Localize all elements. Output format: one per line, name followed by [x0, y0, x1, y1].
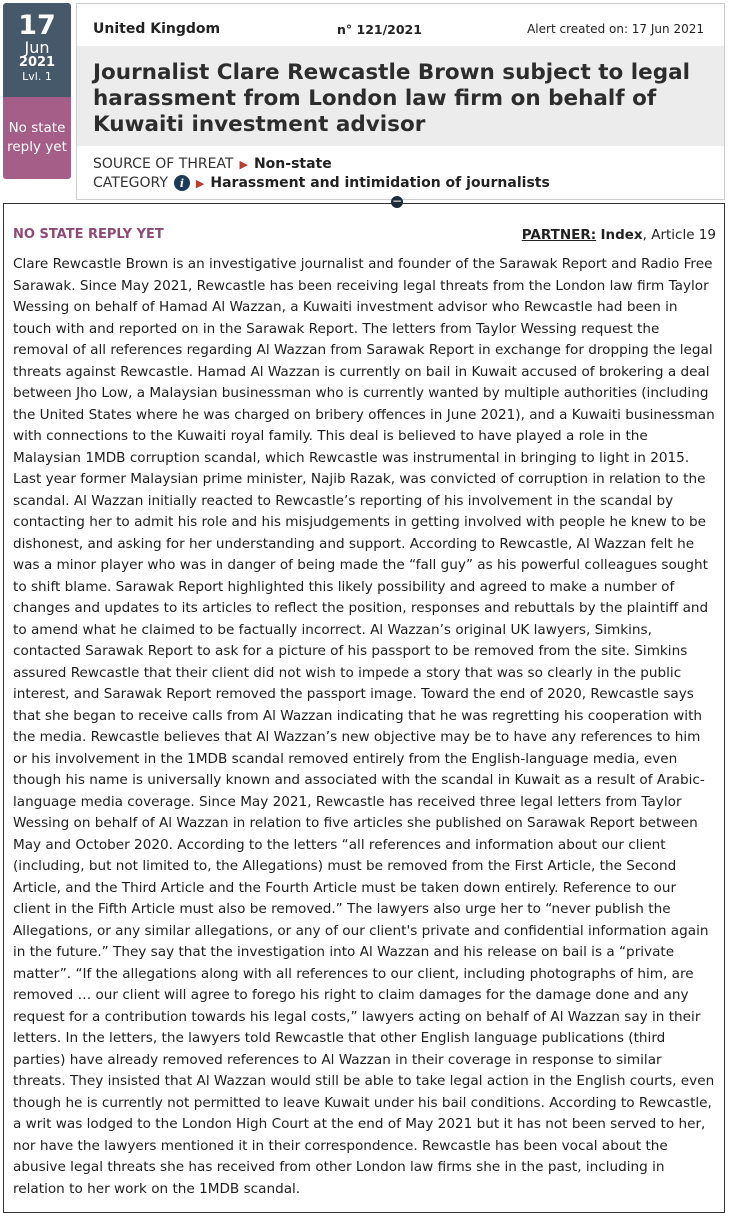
- caret-right-icon: ▶: [195, 176, 205, 190]
- title-band: [77, 46, 724, 146]
- source-label: SOURCE OF THREAT: [93, 156, 234, 172]
- partner-label: PARTNER:: [521, 227, 597, 243]
- alert-country: United Kingdom: [93, 21, 221, 37]
- state-reply-badge: [3, 97, 71, 179]
- alert-date-badge: [3, 3, 71, 97]
- caret-right-icon: ▶: [239, 157, 248, 171]
- alert-date-month: Jun: [24, 38, 50, 57]
- category-label: CATEGORY: [93, 175, 168, 191]
- state-reply-text: No state reply yet: [7, 120, 67, 155]
- alert-date-day: 17: [18, 10, 56, 41]
- alert-title[interactable]: Journalist Clare Rewcastle Brown subject to legal harassment from London law firm on behalf of Kuwaiti investment advisor: [93, 60, 691, 137]
- alert-created-date: Alert created on: 17 Jun 2021: [527, 22, 704, 36]
- partner-info: [522, 227, 716, 243]
- alert-description: Clare Rewcastle Brown is an investigative journalist and founder of the Sarawak Report and Radio Free Sarawak. Since May 2021, Rewcastle has been receiving legal threats from the London law firm Taylor Wessing on behalf of Hamad Al Wazzan, a Kuwaiti investment advisor who Rewcastle had been in touch with and reported on in the Sarawak Report. The letters from Taylor Wessing request the removal of all references regarding Al Wazzan from Sarawak Report in exchange for dropping the legal threats against Rewcastle. Hamad Al Wazzan is currently on bail in Kuwait accused of brokering a deal between Jho Low, a Malaysian businessman who is currently wanted by multiple authorities (including the United States where he was charged on bribery offences in June 2021), and a Kuwaiti businessman with connections to the Kuwaiti royal family. This deal is believed to have played a role in the Malaysian 1MDB corruption scandal, which Rewcastle was instrumental in bringing to light in 2015. Last year former Malaysian prime minister, Najib Razak, was convicted of corruption in relation to the scandal. Al Wazzan initially reacted to Rewcastle’s reporting of his involvement in the scandal by contacting her to admit his role and his misjudgements in getting involved with people he knew to be dishonest, and asking for her understanding and support. According to Rewcastle, Al Wazzan felt he was a minor player who was in danger of being made the “fall guy” as his powerful colleagues sought to shift blame. Sarawak Report highlighted this likely possibility and agreed to make a number of changes and updates to its articles to reflect the position, responses and rebuttals by the plaintiff and to amend what he claimed to be factually incorrect. Al Wazzan’s original UK lawyers, Simkins, contacted Sarawak Report to ask for a picture of his passport to be removed from the site. Simkins assured Rewcastle that their client did not wish to impede a story that was so clearly in the public interest, and Sarawak Report removed the passport image. Toward the end of 2020, Rewcastle says that she began to receive calls from Al Wazzan indicating that he was regretting his cooperation with the media. Rewcastle believes that Al Wazzan’s new objective may be to have any references to him or his involvement in the 1MDB scandal removed entirely from the English-language media, even though his name is universally known and associated with the scandal in Kuwait as a result of Arabic-language media coverage. Since May 2021, Rewcastle has received three legal letters from Taylor Wessing on behalf of Al Wazzan in relation to five articles she published on Sarawak Report between May and October 2020. According to the letters “all references and information about our client (including, but not limited to, the Allegations) must be removed from the First Article, the Second Article, and the Third Article and the Fourth Article must be taken down entirely. Reference to our client in the Fifth Article must also be removed.” The lawyers also urge her to “never publish the Allegations, or any similar allegations, or any of our client's private and confidential information again in the future.” They say that the investigation into Al Wazzan and his release on bail is a “private matter”. “If the allegations along with all references to our client, including photographs of him, are removed … our client will agree to forego his right to claim damages for the damage done and any request for a contribution towards his legal costs,” lawyers acting on behalf of Al Wazzan say in their letters. In the letters, the lawyers told Rewcastle that other English language publications (third parties) have already removed references to Al Wazzan in their coverage in response to similar threats. They insisted that Al Wazzan would still be able to take legal action in the English courts, even though he is currently not permitted to leave Kuwait under his bail conditions. According to Rewcastle, a writ was lodged to the London High Court at the end of May 2021 but it has not been served to her, nor have the lawyers mentioned it in their correspondence. Rewcastle has been vocal about the abusive legal threats she has received from other London law firms she in the past, including in relation to her work on the 1MDB scandal.: [13, 256, 715, 1197]
- alert-detail-panel: [3, 203, 725, 1213]
- alert-date-year: 2021: [18, 55, 56, 70]
- partner-name-index[interactable]: Index: [600, 227, 643, 243]
- partner-name-rest: , Article 19: [642, 227, 716, 243]
- alert-meta-row: [77, 4, 724, 46]
- state-reply-status: NO STATE REPLY YET: [13, 227, 164, 242]
- info-icon[interactable]: i: [174, 175, 190, 191]
- alert-level: Lvl. 1: [22, 70, 52, 83]
- category-row: [93, 175, 550, 191]
- collapse-toggle-icon[interactable]: −: [391, 194, 403, 208]
- source-value: Non-state: [253, 156, 332, 172]
- alert-header-card: [76, 3, 725, 200]
- source-of-threat-row: [93, 156, 332, 172]
- alert-number: n° 121/2021: [337, 22, 422, 37]
- category-value: Harassment and intimidation of journalists: [210, 175, 550, 191]
